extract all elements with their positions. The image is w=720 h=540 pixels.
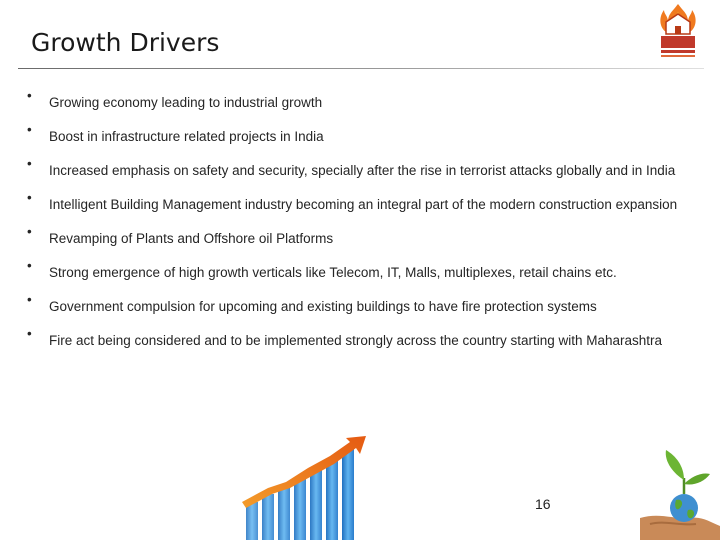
bullet-text: Fire act being considered and to be implemented strongly across the country starting with Maharashtra [49, 333, 663, 348]
title-divider [18, 68, 704, 69]
bullet-text: Intelligent Building Management industry becoming an integral part of the modern construction expansion [49, 197, 678, 212]
company-logo [646, 0, 710, 64]
bullet-glyph: • [27, 224, 32, 239]
bullet-item [27, 258, 699, 288]
bullet-text: Increased emphasis on safety and security, specially after the rise in terrorist attacks globally and in India [49, 163, 676, 178]
bullet-item [27, 122, 699, 152]
bullet-glyph: • [27, 122, 32, 137]
slide-title: Growth Drivers [31, 28, 220, 57]
bullet-glyph: • [27, 88, 32, 103]
bullet-glyph: • [27, 292, 32, 307]
bullet-text: Government compulsion for upcoming and existing buildings to have fire protection systems [49, 299, 597, 314]
bullet-text: Strong emergence of high growth verticals like Telecom, IT, Malls, multiplexes, retail chains etc. [49, 265, 617, 280]
bullet-text: Revamping of Plants and Offshore oil Platforms [49, 231, 334, 246]
bullet-text: Growing economy leading to industrial growth [49, 95, 323, 110]
bullet-glyph: • [27, 156, 32, 171]
bullet-item [27, 224, 699, 254]
page-number: 16 [535, 496, 551, 512]
bullet-list [27, 88, 699, 356]
bullet-text: Boost in infrastructure related projects in India [49, 129, 324, 144]
bullet-item [27, 88, 699, 118]
bullet-item [27, 156, 699, 186]
bullet-item [27, 292, 699, 322]
bullet-glyph: • [27, 258, 32, 273]
bullet-item [27, 326, 699, 356]
bullet-glyph: • [27, 326, 32, 341]
growth-chart-illustration [238, 432, 378, 540]
plant-in-hand-illustration [640, 448, 720, 540]
bullet-item [27, 190, 699, 220]
bullet-glyph: • [27, 190, 32, 205]
